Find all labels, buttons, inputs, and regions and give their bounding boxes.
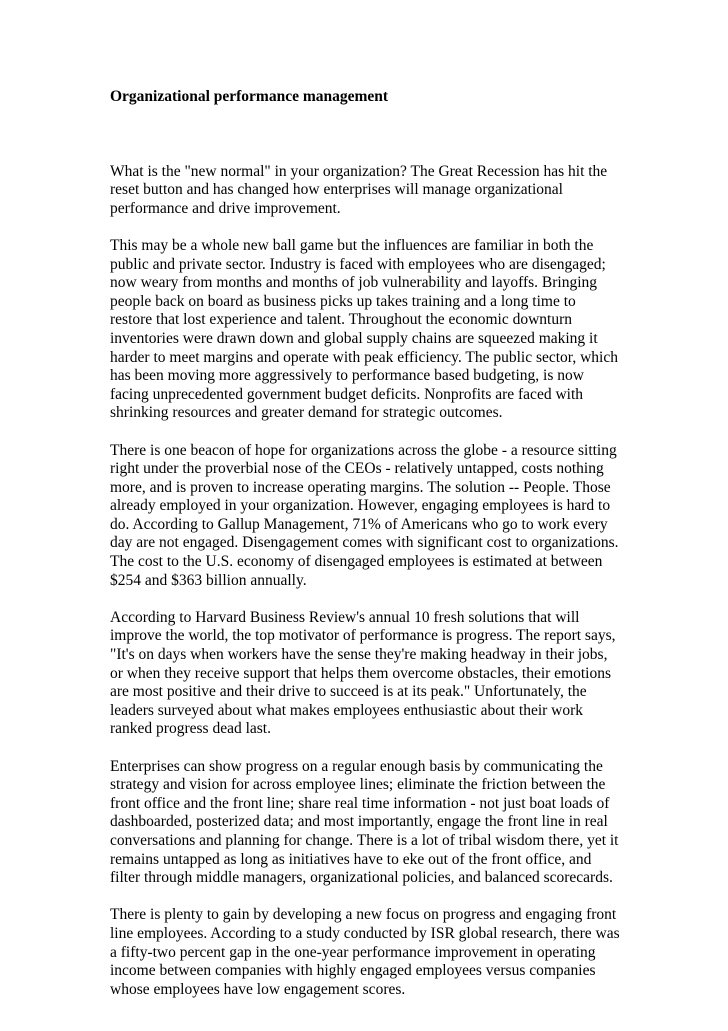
paragraph-plenty-to-gain: There is plenty to gain by developing a new focus on progress and engaging front line employees. According to a study conducted by ISR global research, there was a fifty-two percent gap in the one-year performance improvement in operating income between companies with highly engaged employees versus companies whose employees have low engagement scores. bbox=[110, 906, 620, 998]
paragraph-new-normal: What is the "new normal" in your organization? The Great Recession has hit the reset button and has changed how enterprises will manage organizational performance and drive improvement. bbox=[110, 162, 608, 217]
paragraph-harvard-review: According to Harvard Business Review's annual 10 fresh solutions that will improve the world, the top motivator of performance is progress. The report says, "It's on days when workers have the sense they're making headway in their jobs, or when they receive support that helps them overcome obstacles, their emotions are most positive and their drive to succeed is at its peak." Unfortunately, the leaders surveyed about what makes employees enthusiastic about their work ranked progress dead last. bbox=[110, 608, 616, 738]
paragraph-enterprises-progress: Enterprises can show progress on a regular enough basis by communicating the strategy and vision for across employee lines; eliminate the friction between the front office and the front line; share real time information - not just boat loads of dashboarded, posterized data; and most importantly, engage the front line in real conversations and planning for change. There is a lot of tribal wisdom there, yet it remains untapped as long as initiatives have to eke out of the front office, and filter through middle managers, organizational policies, and balanced scorecards. bbox=[110, 757, 619, 887]
paragraph-beacon-of-hope: There is one beacon of hope for organizations across the globe - a resource sitting right under the proverbial nose of the CEOs - relatively untapped, costs nothing more, and is proven to increase operating margins. The solution -- People. Those already employed in your organization. However, engaging employees is hard to do. According to Gallup Management, 71% of Americans who go to work every day are not engaged. Disengagement comes with significant cost to organizations. The cost to the U.S. economy of disengaged employees is estimated at between $254 and $363 billion annually. bbox=[110, 441, 619, 589]
document-title: Organizational performance management bbox=[110, 88, 389, 105]
paragraph-influences: This may be a whole new ball game but the influences are familiar in both the public and private sector. Industry is faced with employees who are disengaged; now weary from months and months of job vulnerability and layoffs. Bringing people back on board as business picks up takes training and a long time to restore that lost experience and talent. Throughout the economic downturn inventories were drawn down and global supply chains are squeezed making it harder to meet margins and operate with peak efficiency. The public sector, which has been moving more aggressively to performance based budgeting, is now facing unprecedented government budget deficits. Nonprofits are faced with shrinking resources and greater demand for strategic outcomes. bbox=[110, 236, 618, 422]
document-page bbox=[110, 88, 620, 1018]
